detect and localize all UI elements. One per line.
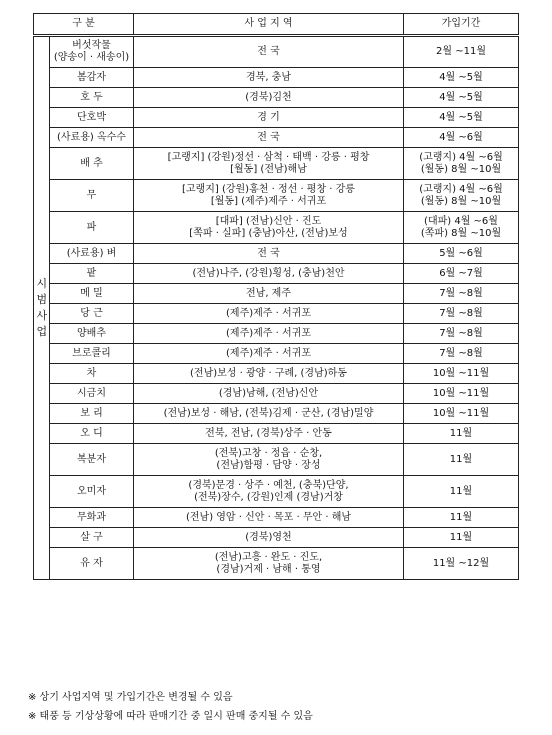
period-cell-line: 11월 — [449, 427, 473, 439]
table-row — [34, 424, 519, 444]
table-header-row — [34, 14, 519, 36]
region-cell-line: (경남)거제 · 남해 · 통영 — [216, 563, 321, 575]
region-cell-line: (경북)영천 — [245, 531, 292, 543]
crop-cell-line: 보 리 — [80, 407, 103, 419]
crop-cell-line: 시금치 — [77, 387, 106, 399]
crop-cell — [50, 148, 134, 180]
region-cell-line: (경북)김천 — [245, 91, 292, 103]
region-cell — [134, 364, 404, 384]
table-row — [34, 284, 519, 304]
crop-cell-line: 메 밀 — [80, 287, 103, 299]
crop-cell — [50, 68, 134, 88]
period-cell — [404, 128, 519, 148]
region-cell — [134, 404, 404, 424]
crop-cell-line: 단호박 — [77, 111, 106, 123]
crop-cell-line: 복분자 — [77, 453, 106, 465]
period-cell-line: 7월 ~8월 — [439, 287, 483, 299]
table-row — [34, 88, 519, 108]
period-cell — [404, 528, 519, 548]
period-cell — [404, 364, 519, 384]
crop-cell-line: 호 두 — [80, 91, 103, 103]
table-row — [34, 108, 519, 128]
period-cell-line: 10월 ~11월 — [432, 367, 490, 379]
region-cell-line: [대파] (전남)신안 · 진도 — [215, 215, 322, 227]
region-cell — [134, 212, 404, 244]
period-cell-line: 4월 ~5월 — [439, 91, 483, 103]
period-cell-line: 4월 ~5월 — [439, 71, 483, 83]
region-cell — [134, 88, 404, 108]
table-row — [34, 364, 519, 384]
region-cell-line: 경북, 충남 — [246, 71, 291, 83]
region-cell-line: (제주)제주 · 서귀포 — [226, 307, 311, 319]
table-row — [34, 384, 519, 404]
region-cell-line: (전남)함평 · 담양 · 장성 — [216, 459, 321, 471]
region-cell — [134, 180, 404, 212]
notes — [28, 688, 313, 726]
crop-cell-line: 양배추 — [77, 327, 106, 339]
crop-cell — [50, 88, 134, 108]
region-cell — [134, 128, 404, 148]
crop-cell-line: 파 — [86, 221, 97, 233]
period-cell — [404, 444, 519, 476]
crop-cell — [50, 36, 134, 68]
period-cell-line: 4월 ~5월 — [439, 111, 483, 123]
crop-cell — [50, 244, 134, 264]
crop-cell-line: 살 구 — [80, 531, 103, 543]
region-cell-line: [쪽파 · 실파] (충남)아산, (전남)보성 — [189, 227, 348, 239]
period-cell-line: (쪽파) 8월 ~10월 — [420, 227, 502, 239]
period-cell — [404, 476, 519, 508]
crop-cell-line: (사료용) 옥수수 — [57, 131, 126, 143]
region-cell-line: 전 국 — [257, 46, 280, 57]
table-body — [34, 36, 519, 580]
region-cell-line: [고랭지] (강원)정선 · 삼척 · 태백 · 강릉 · 평창 — [167, 151, 370, 163]
crop-cell-line: 오 디 — [80, 427, 103, 439]
period-cell — [404, 404, 519, 424]
crop-cell — [50, 128, 134, 148]
crop-cell — [50, 444, 134, 476]
header-region: 사 업 지 역 — [134, 14, 404, 36]
crop-cell — [50, 264, 134, 284]
crop-cell-line: (사료용) 벼 — [66, 247, 117, 259]
region-cell-line: (전남)보성 · 해남, (전북)김제 · 군산, (경남)밀양 — [163, 407, 374, 419]
table-row — [34, 404, 519, 424]
pilot-program-table — [33, 13, 519, 580]
region-cell-line: (전남) 영암 · 신안 · 목포 · 무안 · 해남 — [185, 511, 352, 523]
period-cell — [404, 384, 519, 404]
region-cell — [134, 476, 404, 508]
period-cell — [404, 324, 519, 344]
period-cell-line: (월동) 8월 ~10월 — [420, 195, 502, 207]
crop-cell — [50, 180, 134, 212]
crop-cell-line: 브로콜리 — [72, 347, 111, 359]
period-cell — [404, 180, 519, 212]
crop-cell-line: (양송이 · 새송이) — [53, 52, 130, 63]
period-cell-line: (고랭지) 4월 ~6월 — [419, 151, 503, 163]
table-row — [34, 528, 519, 548]
period-cell-line: (고랭지) 4월 ~6월 — [419, 183, 503, 195]
region-cell-line: [고랭지] (강원)홍천 · 정선 · 평창 · 강릉 — [182, 183, 355, 195]
table-row — [34, 212, 519, 244]
note-line: ※ 태풍 등 기상상황에 따라 판매기간 중 일시 판매 중지될 수 있음 — [28, 711, 313, 722]
period-cell — [404, 284, 519, 304]
period-cell — [404, 264, 519, 284]
period-cell-line: 11월 — [449, 531, 473, 543]
region-cell-line: (경남)남해, (전남)신안 — [218, 387, 319, 399]
header-period: 가입기간 — [404, 14, 519, 36]
region-cell — [134, 508, 404, 528]
crop-cell — [50, 284, 134, 304]
region-cell-line: (전남)고흥 · 완도 · 진도, — [214, 551, 323, 563]
crop-cell — [50, 508, 134, 528]
crop-cell — [50, 476, 134, 508]
region-cell — [134, 284, 404, 304]
crop-cell — [50, 548, 134, 580]
period-cell-line: 4월 ~6월 — [439, 131, 483, 143]
period-cell-line: 7월 ~8월 — [439, 347, 483, 359]
period-cell-line: 10월 ~11월 — [432, 407, 490, 419]
region-cell-line: 전북, 전남, (경북)상주 · 안동 — [205, 427, 332, 439]
table-row — [34, 508, 519, 528]
region-cell-line: 전남, 제주 — [246, 287, 291, 299]
crop-cell-line: 차 — [86, 367, 97, 379]
crop-cell-line: 무 — [86, 189, 97, 201]
crop-cell-line: 무화과 — [77, 511, 106, 523]
region-cell-line: (전북)고창 · 정읍 · 순창, — [214, 447, 323, 459]
period-cell-line: 5월 ~6월 — [439, 247, 483, 259]
crop-cell — [50, 528, 134, 548]
note-line: ※ 상기 사업지역 및 가입기간은 변경될 수 있음 — [28, 692, 233, 703]
region-cell-line: (제주)제주 · 서귀포 — [226, 347, 311, 359]
table-row — [34, 304, 519, 324]
period-cell — [404, 212, 519, 244]
crop-cell — [50, 424, 134, 444]
table-row — [34, 548, 519, 580]
period-cell — [404, 68, 519, 88]
header-category: 구 분 — [34, 14, 134, 36]
table-row — [34, 244, 519, 264]
region-cell — [134, 344, 404, 364]
region-cell — [134, 384, 404, 404]
period-cell-line: 2월 ~11월 — [436, 46, 486, 57]
region-cell-line: (전남)보성 · 광양 · 구례, (경남)하동 — [190, 367, 347, 379]
period-cell-line: 7월 ~8월 — [439, 307, 483, 319]
crop-cell-line: 오미자 — [77, 485, 106, 497]
table-row — [34, 444, 519, 476]
region-cell — [134, 36, 404, 68]
crop-cell-line: 버섯작물 — [72, 40, 111, 51]
crop-cell — [50, 304, 134, 324]
crop-cell-line: 팥 — [86, 267, 97, 279]
crop-cell — [50, 324, 134, 344]
region-cell-line: [월동] (전남)해남 — [230, 163, 307, 175]
table-row — [34, 148, 519, 180]
crop-cell — [50, 404, 134, 424]
region-cell-line: 경 기 — [257, 111, 280, 123]
table-row — [34, 36, 519, 68]
region-cell — [134, 424, 404, 444]
period-cell-line: 11월 — [449, 453, 473, 465]
period-cell — [404, 108, 519, 128]
crop-cell — [50, 384, 134, 404]
table-row — [34, 68, 519, 88]
period-cell — [404, 148, 519, 180]
crop-cell-line: 당 근 — [80, 307, 103, 319]
crop-cell — [50, 212, 134, 244]
region-cell — [134, 264, 404, 284]
crop-cell-line: 유 자 — [80, 557, 103, 569]
region-cell-line: (전남)나주, (강원)횡성, (충남)천안 — [192, 267, 345, 279]
period-cell-line: 7월 ~8월 — [439, 327, 483, 339]
group-label-pilot-program — [34, 36, 50, 580]
table-row — [34, 324, 519, 344]
region-cell-line: 전 국 — [257, 131, 280, 143]
period-cell — [404, 88, 519, 108]
region-cell-line: (전북)장수, (강원)인제 (경남)거창 — [194, 491, 343, 503]
period-cell-line: (대파) 4월 ~6월 — [424, 215, 498, 227]
region-cell-line: (경북)문경 · 상주 · 예천, (충북)단양, — [188, 479, 349, 491]
region-cell-line: (제주)제주 · 서귀포 — [226, 327, 311, 339]
region-cell — [134, 108, 404, 128]
period-cell — [404, 304, 519, 324]
period-cell — [404, 344, 519, 364]
group-label-text: 시범사업 — [36, 277, 48, 338]
crop-cell-line: 봄감자 — [77, 71, 106, 83]
region-cell — [134, 324, 404, 344]
region-cell — [134, 444, 404, 476]
region-cell — [134, 68, 404, 88]
table-row — [34, 264, 519, 284]
period-cell — [404, 424, 519, 444]
period-cell-line: 11월 — [449, 511, 473, 523]
region-cell — [134, 528, 404, 548]
table-row — [34, 180, 519, 212]
crop-cell — [50, 344, 134, 364]
crop-cell-line: 배 추 — [80, 157, 103, 169]
period-cell — [404, 244, 519, 264]
region-cell — [134, 548, 404, 580]
region-cell — [134, 244, 404, 264]
period-cell — [404, 36, 519, 68]
crop-cell — [50, 364, 134, 384]
period-cell-line: 11월 ~12월 — [432, 557, 490, 569]
period-cell-line: 6월 ~7월 — [439, 267, 483, 279]
region-cell — [134, 148, 404, 180]
table-row — [34, 344, 519, 364]
table-row — [34, 476, 519, 508]
period-cell-line: 11월 — [449, 485, 473, 497]
table-row — [34, 128, 519, 148]
crop-cell — [50, 108, 134, 128]
region-cell-line: 전 국 — [257, 247, 280, 259]
region-cell — [134, 304, 404, 324]
period-cell — [404, 548, 519, 580]
period-cell-line: (월동) 8월 ~10월 — [420, 163, 502, 175]
region-cell-line: [월동] (제주)제주 · 서귀포 — [210, 195, 327, 207]
period-cell-line: 10월 ~11월 — [432, 387, 490, 399]
period-cell — [404, 508, 519, 528]
